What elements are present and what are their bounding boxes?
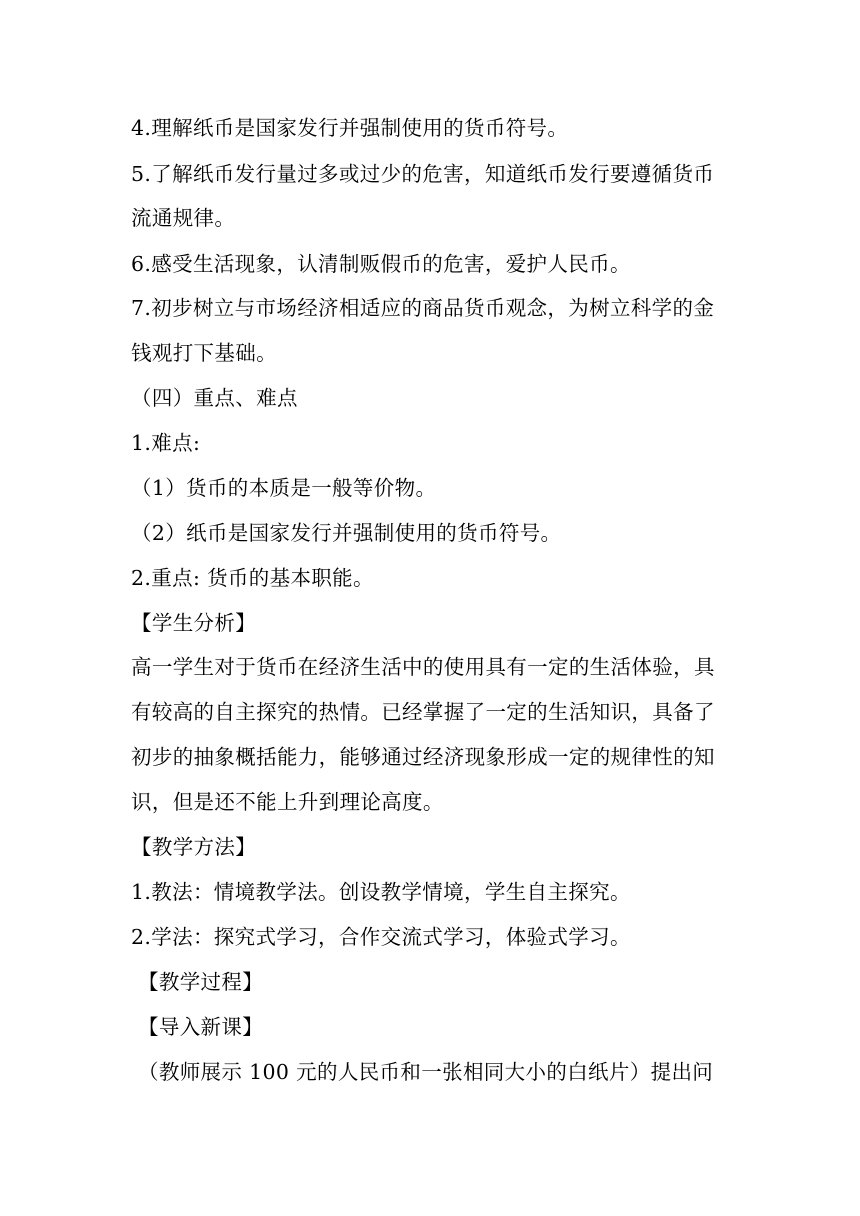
- difficulty-heading: 1.难点:: [131, 431, 201, 455]
- difficulty-item-2: （2）纸币是国家发行并强制使用的货币符号。: [131, 521, 562, 545]
- student-analysis-line-3: 初步的抽象概括能力，能够通过经济现象形成一定的规律性的知: [131, 745, 715, 769]
- objective-6: 6.感受生活现象，认清制贩假币的危害，爱护人民币。: [131, 252, 631, 276]
- objective-5: 5.了解纸币发行量过多或过少的危害，知道纸币发行要遵循货币: [131, 162, 715, 186]
- heading-teaching-methods: 【教学方法】: [131, 835, 257, 859]
- difficulty-item-1: （1）货币的本质是一般等价物。: [131, 476, 437, 500]
- objective-4: 4.理解纸币是国家发行并强制使用的货币符号。: [131, 116, 569, 140]
- heading-student-analysis: 【学生分析】: [131, 611, 257, 635]
- objective-7: 7.初步树立与市场经济相适应的商品货币观念，为树立科学的金: [131, 296, 715, 320]
- student-analysis-line-2: 有较高的自主探究的热情。已经掌握了一定的生活知识，具备了: [131, 700, 715, 724]
- heading-teaching-process: 【教学过程】: [138, 970, 264, 994]
- objective-7-continued: 钱观打下基础。: [131, 341, 277, 365]
- teaching-method-2: 2.学法：探究式学习，合作交流式学习，体验式学习。: [131, 925, 631, 949]
- teaching-method-1: 1.教法：情境教学法。创设教学情境，学生自主探究。: [131, 880, 631, 904]
- objective-5-continued: 流通规律。: [131, 206, 236, 230]
- student-analysis-line-1: 高一学生对于货币在经济生活中的使用具有一定的生活体验，具: [131, 655, 715, 679]
- section-heading-key-points: （四）重点、难点: [131, 386, 298, 410]
- introduction-line-1: （教师展示 100 元的人民币和一张相同大小的白纸片）提出问: [138, 1060, 714, 1084]
- heading-introduction: 【导入新课】: [138, 1015, 264, 1039]
- key-point: 2.重点: 货币的基本职能。: [131, 566, 374, 590]
- student-analysis-line-4: 识，但是还不能上升到理论高度。: [131, 790, 444, 814]
